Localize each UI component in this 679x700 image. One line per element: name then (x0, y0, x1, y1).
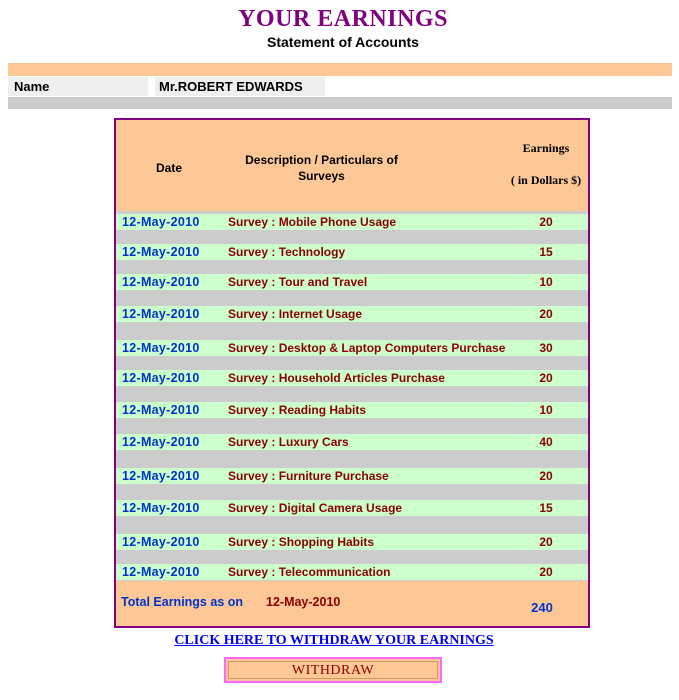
header-description: Description / Particulars of Surveys (245, 153, 398, 183)
row-description: Survey : Desktop & Laptop Computers Purchase (228, 341, 506, 355)
divider-band (8, 97, 672, 109)
table-row (116, 274, 588, 290)
row-amount: 20 (539, 565, 553, 579)
total-label: Total Earnings as on (121, 595, 244, 609)
table-row (116, 434, 588, 450)
row-description: Survey : Tour and Travel (228, 275, 368, 289)
table-row (116, 534, 588, 550)
header-earnings-unit: ( in Dollars $) (510, 173, 582, 187)
withdraw-button-label[interactable]: WITHDRAW (228, 661, 438, 679)
name-value: Mr.ROBERT EDWARDS (155, 77, 325, 96)
row-amount: 20 (539, 371, 553, 385)
row-date: 12-May-2010 (122, 371, 200, 385)
row-description: Survey : Luxury Cars (228, 435, 349, 449)
row-description: Survey : Furniture Purchase (228, 469, 389, 483)
page-subtitle: Statement of Accounts (267, 34, 419, 50)
header-band (8, 63, 672, 76)
header-date: Date (156, 161, 183, 175)
table-row (116, 214, 588, 230)
row-amount: 20 (539, 215, 553, 229)
page-title: YOUR EARNINGS (238, 6, 448, 32)
row-date: 12-May-2010 (122, 341, 200, 355)
row-date: 12-May-2010 (122, 565, 200, 579)
row-date: 12-May-2010 (122, 245, 200, 259)
row-date: 12-May-2010 (122, 469, 200, 483)
row-amount: 10 (539, 275, 553, 289)
row-date: 12-May-2010 (122, 435, 200, 449)
row-description: Survey : Digital Camera Usage (228, 501, 403, 515)
row-date: 12-May-2010 (122, 307, 200, 321)
row-amount: 10 (539, 403, 553, 417)
row-amount: 40 (539, 435, 553, 449)
row-date: 12-May-2010 (122, 215, 200, 229)
row-amount: 15 (539, 501, 553, 515)
row-amount: 20 (539, 469, 553, 483)
table-row (116, 306, 588, 322)
row-amount: 20 (539, 307, 553, 321)
table-header (116, 120, 588, 211)
row-description: Survey : Shopping Habits (228, 535, 375, 549)
table-row (116, 340, 588, 356)
table-footer (116, 581, 588, 626)
row-date: 12-May-2010 (122, 275, 200, 289)
row-description: Survey : Reading Habits (228, 403, 367, 417)
withdraw-button[interactable] (224, 657, 442, 683)
row-description: Survey : Internet Usage (228, 307, 363, 321)
row-amount: 20 (539, 535, 553, 549)
table-row (116, 500, 588, 516)
earnings-table (114, 118, 590, 628)
row-description: Survey : Telecommunication (228, 565, 391, 579)
table-row (116, 468, 588, 484)
row-description: Survey : Household Articles Purchase (228, 371, 445, 385)
row-date: 12-May-2010 (122, 403, 200, 417)
header-earnings (506, 141, 586, 188)
name-row (8, 77, 672, 96)
total-date: 12-May-2010 (266, 595, 341, 609)
table-row (116, 564, 588, 580)
row-date: 12-May-2010 (122, 535, 200, 549)
row-description: Survey : Mobile Phone Usage (228, 215, 397, 229)
withdraw-link[interactable]: CLICK HERE TO WITHDRAW YOUR EARNINGS (174, 633, 494, 648)
table-row (116, 402, 588, 418)
table-row (116, 244, 588, 260)
total-amount: 240 (531, 600, 553, 615)
table-row (116, 370, 588, 386)
row-amount: 15 (539, 245, 553, 259)
name-label: Name (8, 77, 148, 96)
row-date: 12-May-2010 (122, 501, 200, 515)
row-amount: 30 (539, 341, 553, 355)
row-description: Survey : Technology (228, 245, 346, 259)
header-earnings-label: Earnings (522, 141, 570, 155)
